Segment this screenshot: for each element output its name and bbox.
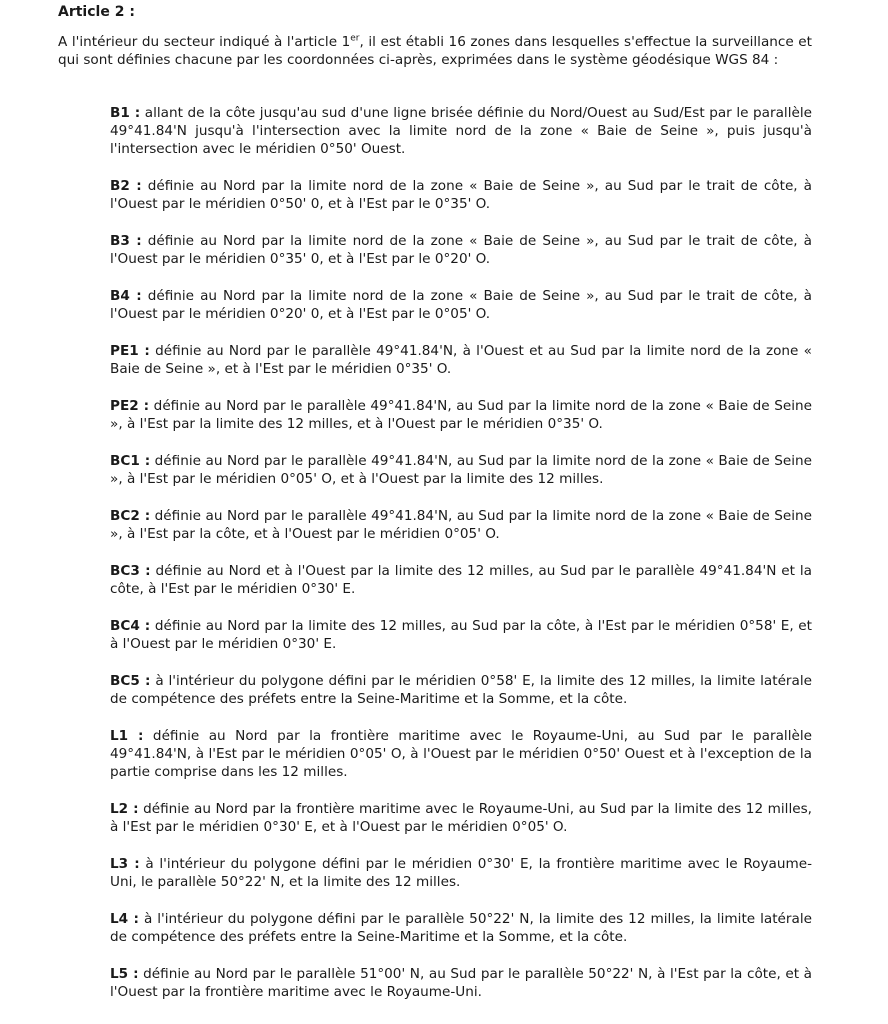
article-intro [58,33,812,69]
zone-description: définie au Nord par la limite des 12 milles, au Sud par la côte, à l'Est par le méridien 0°58' E, et à l'Ouest par le méridien 0°30' E. [110,618,812,652]
zone-description: à l'intérieur du polygone défini par le parallèle 50°22' N, la limite des 12 milles, la limite latérale de compétence des préfets entre la Seine-Maritime et la Somme, et la côte. [110,911,812,945]
zone-code: B3 : [110,233,142,249]
zone-description: à l'intérieur du polygone défini par le méridien 0°58' E, la limite des 12 milles, la limite latérale de compétence des préfets entre la Seine-Maritime et la Somme, et la côte. [110,673,812,707]
intro-text-end: , il est établi 16 zones dans lesquelles s'effectue la surveillance et qui sont définies chacune par les coordonnées ci-après, exprimées dans le système géodésique WGS 84 : [58,34,812,68]
article-title: Article 2 : [58,4,135,20]
zone-description: définie au Nord par le parallèle 49°41.84'N, à l'Ouest et au Sud par la limite nord de la zone « Baie de Seine », et à l'Est par le méridien 0°35' O. [110,343,812,377]
zone-b1 [110,104,812,158]
zone-description: définie au Nord par le parallèle 49°41.84'N, au Sud par la limite nord de la zone « Baie de Seine », à l'Est par la limite des 12 milles, et à l'Ouest par le méridien 0°35' O. [110,398,812,432]
zone-code: L1 : [110,728,144,744]
zone-description: à l'intérieur du polygone défini par le méridien 0°30' E, la frontière maritime avec le Royaume-Uni, le parallèle 50°22' N, et la limite des 12 milles. [110,856,812,890]
zone-code: BC2 : [110,508,151,524]
zone-b4 [110,287,812,323]
zone-description: définie au Nord par le parallèle 49°41.84'N, au Sud par la limite nord de la zone « Baie de Seine », à l'Est par le méridien 0°05' O, et à l'Ouest par la limite des 12 milles. [110,453,812,487]
zone-b3 [110,232,812,268]
zone-pe2 [110,397,812,433]
zone-description: définie au Nord par la limite nord de la zone « Baie de Seine », au Sud par le trait de côte, à l'Ouest par le méridien 0°20' 0, et à l'Est par le 0°05' O. [110,288,812,322]
zone-code: B4 : [110,288,142,304]
zone-code: L2 : [110,801,139,817]
zone-l2 [110,800,812,836]
zone-bc2 [110,507,812,543]
zone-bc5 [110,672,812,708]
zone-description: définie au Nord par le parallèle 51°00' N, au Sud par le parallèle 50°22' N, à l'Est par la côte, et à l'Ouest par la frontière maritime avec le Royaume-Uni. [110,966,812,1000]
zone-code: BC1 : [110,453,151,469]
zone-code: B1 : [110,105,141,121]
zone-l5 [110,965,812,1001]
zone-l1 [110,727,812,781]
zone-code: BC5 : [110,673,151,689]
zone-l4 [110,910,812,946]
intro-superscript: er [350,33,360,44]
zone-description: définie au Nord et à l'Ouest par la limite des 12 milles, au Sud par le parallèle 49°41.84'N et la côte, à l'Est par le méridien 0°30' E. [110,563,812,597]
zone-pe1 [110,342,812,378]
zone-code: B2 : [110,178,142,194]
zone-code: L4 : [110,911,139,927]
zone-code: BC3 : [110,563,151,579]
zone-bc1 [110,452,812,488]
zone-description: définie au Nord par la limite nord de la zone « Baie de Seine », au Sud par le trait de côte, à l'Ouest par le méridien 0°35' 0, et à l'Est par le 0°20' O. [110,233,812,267]
zone-code: L3 : [110,856,140,872]
zone-description: allant de la côte jusqu'au sud d'une ligne brisée définie du Nord/Ouest au Sud/Est par le parallèle 49°41.84'N jusqu'à l'intersection avec la limite nord de la zone « Baie de Seine », puis jusqu'à l'intersection avec le méridien 0°50' Ouest. [110,105,812,157]
zone-l3 [110,855,812,891]
zone-description: définie au Nord par le parallèle 49°41.84'N, au Sud par la limite nord de la zone « Baie de Seine », à l'Est par la côte, et à l'Ouest par le méridien 0°05' O. [110,508,812,542]
zone-description: définie au Nord par la limite nord de la zone « Baie de Seine », au Sud par le trait de côte, à l'Ouest par le méridien 0°50' 0, et à l'Est par le 0°35' O. [110,178,812,212]
zone-description: définie au Nord par la frontière maritime avec le Royaume-Uni, au Sud par la limite des 12 milles, à l'Est par le méridien 0°30' E, et à l'Ouest par le méridien 0°05' O. [110,801,812,835]
zone-bc4 [110,617,812,653]
zone-code: BC4 : [110,618,151,634]
zone-b2 [110,177,812,213]
zone-code: PE2 : [110,398,150,414]
zone-bc3 [110,562,812,598]
intro-text-start: A l'intérieur du secteur indiqué à l'article 1 [58,34,351,50]
zone-code: PE1 : [110,343,150,359]
zone-code: L5 : [110,966,139,982]
zone-description: définie au Nord par la frontière maritime avec le Royaume-Uni, au Sud par le parallèle 49°41.84'N, à l'Est par le méridien 0°05' O, à l'Ouest par le méridien 0°50' Ouest et à l'exception de la partie comprise dans les 12 milles. [110,728,812,780]
zone-list [110,104,812,1020]
